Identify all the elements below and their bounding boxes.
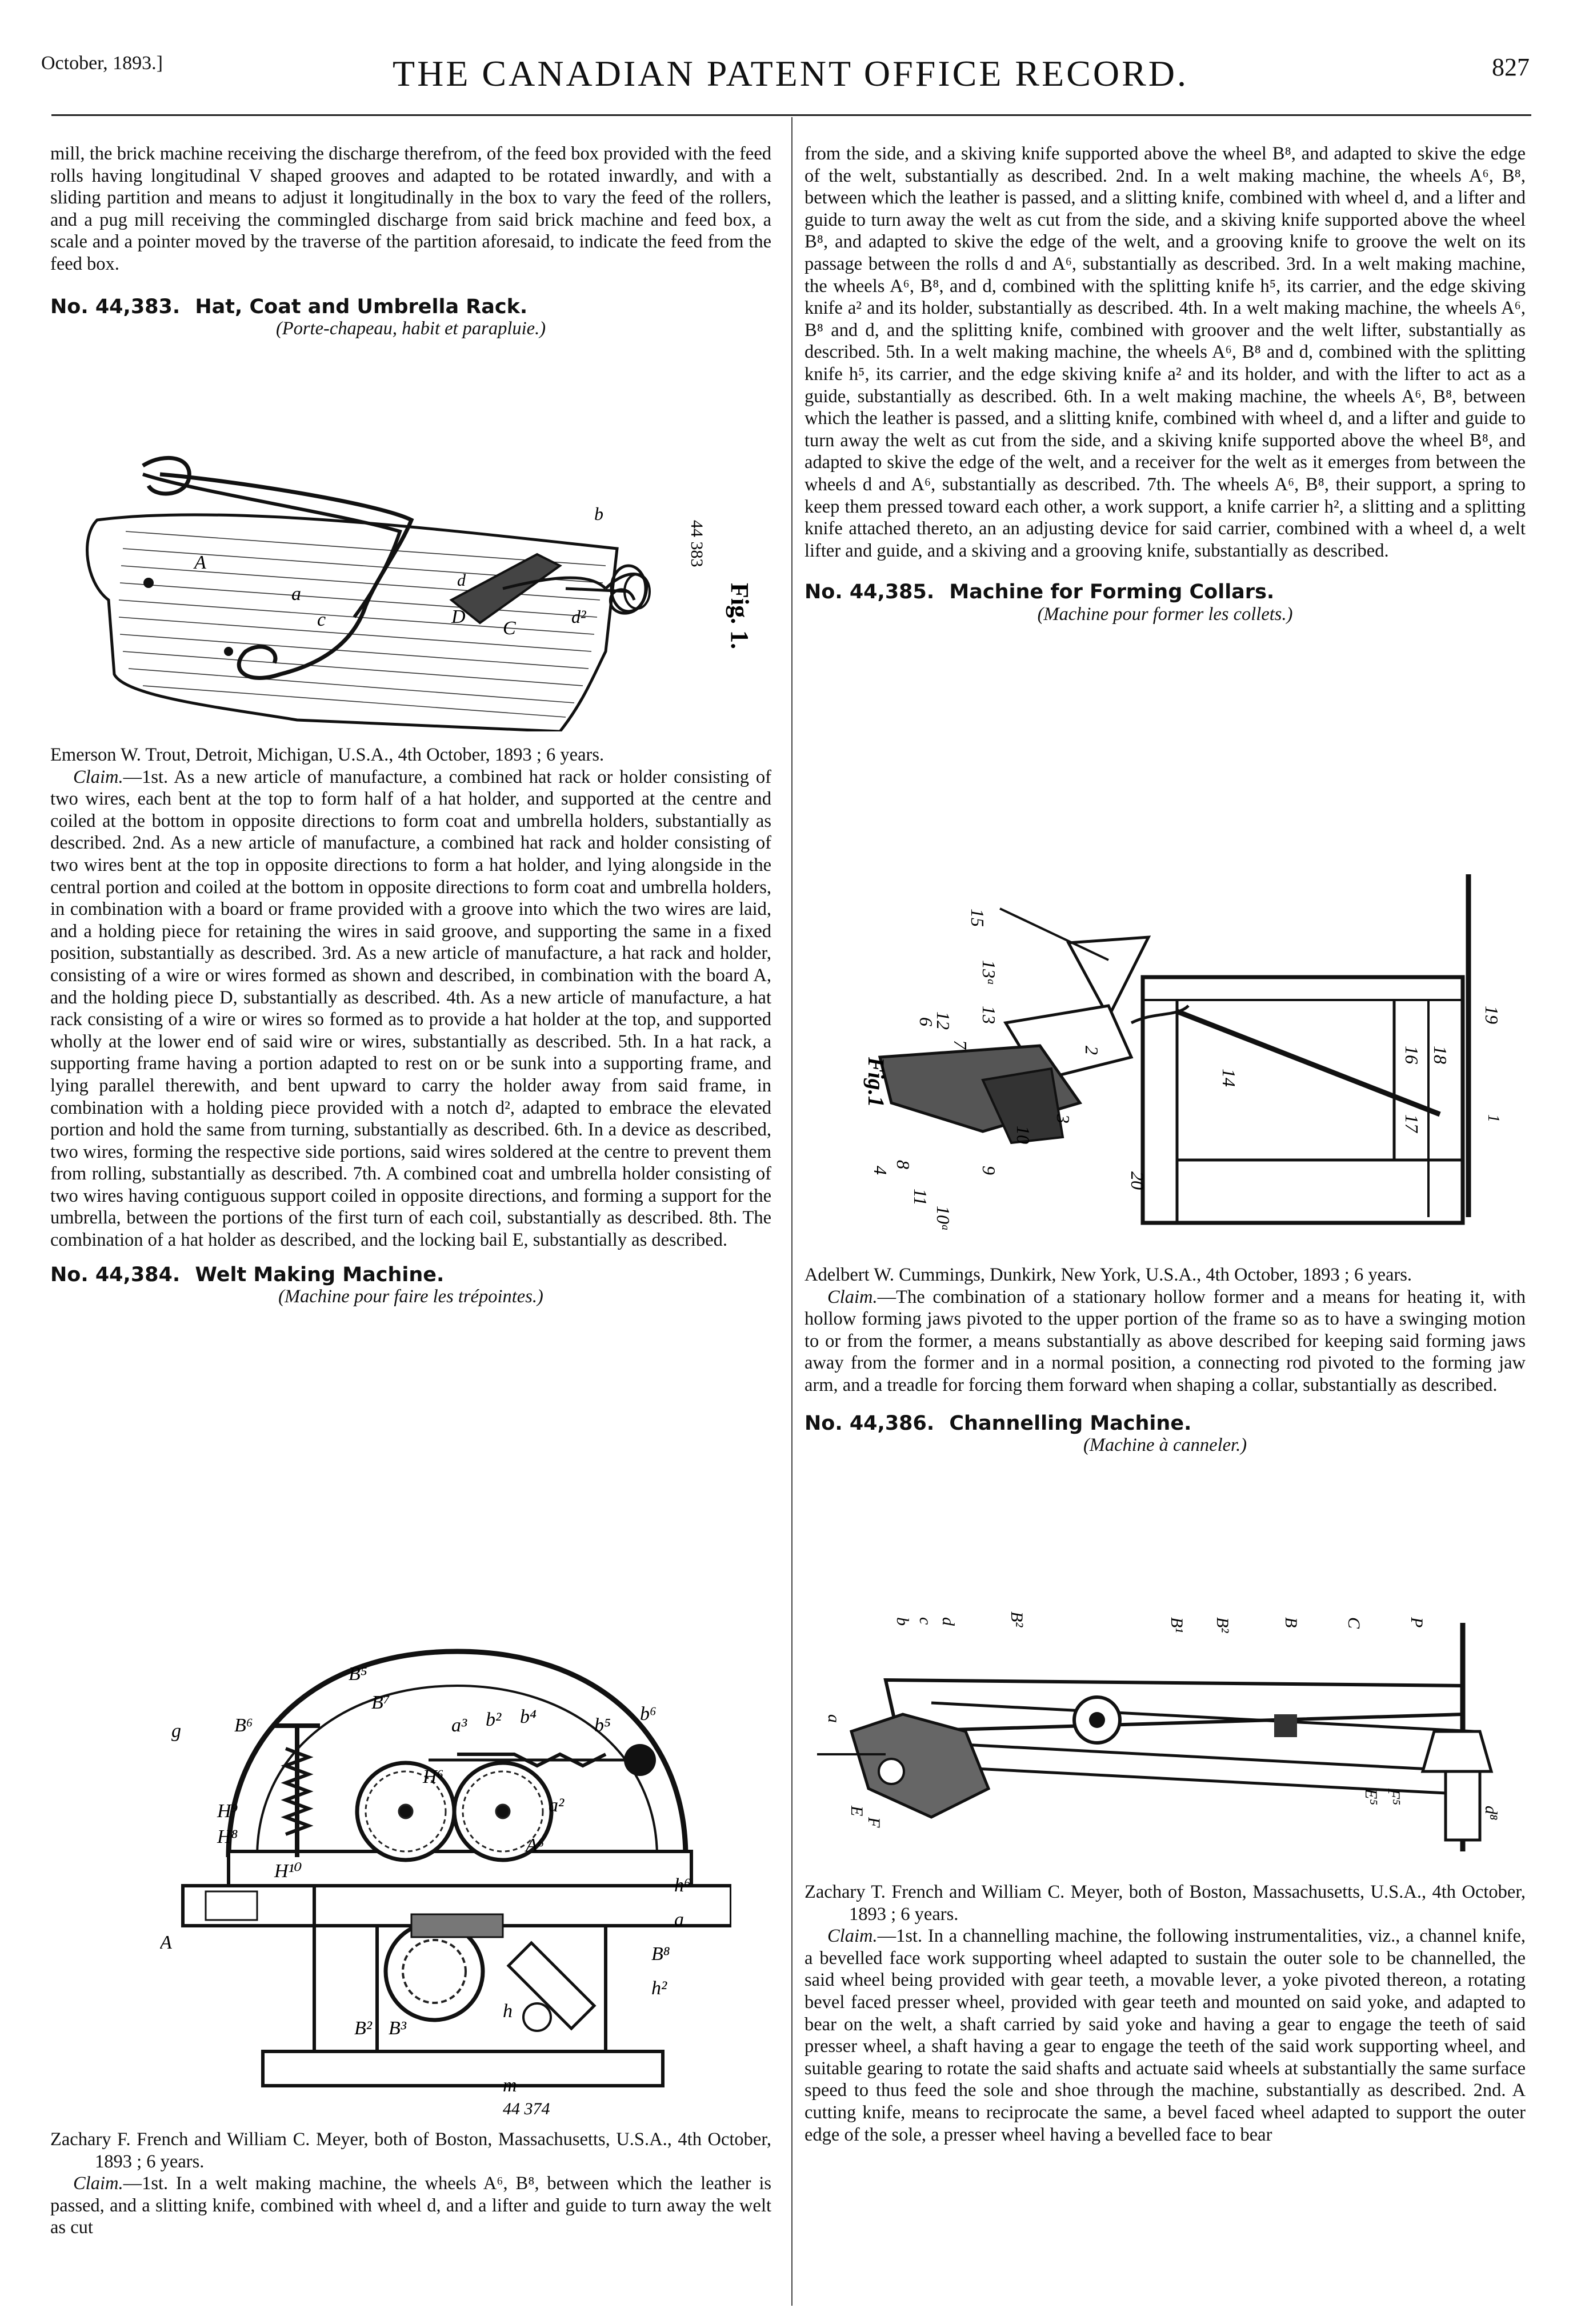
inventor-line: Emerson W. Trout, Detroit, Michigan, U.S.A., 4th October, 1893 ; 6 years. [50,745,605,765]
fig-label-12: 10ᵃ [933,1206,954,1231]
fig-label-20: B² [354,2018,372,2039]
fig-label-14: d [939,1617,958,1626]
fig-label-2: 13ᵃ [979,960,999,986]
fig-caption: Fig. 1. [726,583,754,650]
fig-label-21: B³ [389,2018,406,2039]
fig-label-15: h⁶ [674,1875,691,1896]
fig-label-b: a [291,583,301,605]
fig-label-11: H⁹ [217,1801,238,1822]
patent-french-title: (Machine à canneler.) [1083,1435,1247,1456]
fig-label-1: B² [1007,1611,1026,1627]
fig-caption: Fig.1 [863,1057,889,1107]
right-col-text-2 [804,1264,1526,1457]
fig-label-9: 4 [870,1166,891,1175]
fig-serial: 44 383 [687,520,706,567]
fig-label-9: E [847,1806,866,1817]
fig-label-12: b [893,1617,912,1626]
fig-label-1: 15 [967,909,988,927]
publication-title: THE CANADIAN PATENT OFFICE RECORD. [393,53,1188,94]
patent-title: Channelling Machine. [949,1411,1192,1435]
issue-date: October, 1893.] [41,53,163,74]
left-col-text-1 [50,143,771,340]
patent-heading-44383 [50,296,771,318]
patent-number: No. 44,386. [804,1411,935,1435]
fig-label-f: d [457,571,466,590]
claim-body: —1st. As a new article of manufacture, a combined hat rack or holder consisting of two wires, each bent at the top to form half of a hat holder, and supported at the centre and coiled at the bottom in opposite directions to form coat and umbrella holders, substantially as described. 2nd. As a new article of manufacture, a combined hat rack and holder consisting of two wires bent at the top in opposite directions to form a hat holder, and lying alongside in the central portion and coiled at the bottom in opposite directions to form coat and umbrella holders, in combination with a board or frame provided with a groove into which the two wires are laid, and a holding piece for retaining the wires in said groove, and supporting the same in a fixed position, substantially as described. 3rd. As a new article of manufacture, a hat rack and holder, consisting of a wire or wires formed as shown and described, in combination with the board A, and the holding piece D, substantially as described. 4th. As a new article of manufacture, a hat rack consisting of a wire or wires so formed as to provide a hat holder at the top, and supported wholly at the lower end of said wire or wires, substantially as described. 5th. In a hat rack, a supporting frame having a portion adapted to rest on or be sunk into a supporting frame, and lying parallel therewith, and bent upward to carry the holder away from said frame, in combination with a holding piece provided with a notch d², adapted to embrace the elevated portion and hold the same from turning, substantially as described. 6th. In a device as described, two wires, forming the respective side portions, said wires soldered at the centre to prevent them from rolling, substantially as described. 7th. A combined coat and umbrella holder consisting of two wires having contiguous support coiled in opposite directions, and forming a support for the umbrella, between the portions of the first turn of each coil, substantially as described. 8th. The combination of a hat holder as described, and the locking bail E, substantially as described. [50,766,771,1251]
header-rule [51,114,1531,116]
fig-label-6: b⁴ [520,1706,537,1727]
figure-collar-machine [811,874,1526,1246]
claim-body: —1st. In a welt making machine, the wheels A⁶, B⁸, between which the leather is passed, and a slitting knife, combined with wheel d, and a lifter and guide to turn away the welt as cut [50,2173,771,2238]
fig-label-14: A⁶ [526,1835,545,1856]
fig-label-6: B² [1213,1617,1232,1633]
patent-french-title: (Machine pour former les collets.) [1037,603,1293,625]
fig-label-16: 16 [1402,1046,1422,1064]
fig-label-13: c [916,1617,935,1625]
fig-label-12: H⁸ [217,1826,238,1847]
fig-label-d: D [451,606,466,627]
fig-label-17: a [674,1909,684,1930]
patent-french-title: (Porte-chapeau, habit et parapluie.) [275,318,546,339]
right-col-text-1 [804,143,1526,625]
fig-label-6: 7 [950,1040,971,1049]
fig-label-3: 13 [979,1006,999,1024]
fig-label-c: c [317,609,326,630]
fig-label-17: 17 [1402,1114,1422,1133]
fig-label-9: g [171,1721,181,1742]
left-col-text-2 [50,744,771,1308]
claim-label: Claim. [73,766,123,787]
fig-label-18: 18 [1430,1046,1451,1064]
page-number: 827 [1492,53,1530,81]
figure-welt-machine [160,1617,731,2120]
fig-label-20: 20 [1127,1171,1148,1190]
claim-text [804,1286,1526,1397]
figure-channelling-machine [817,1600,1526,1869]
fig-label-10: H⁶ [423,1766,444,1787]
figure-hat-rack [57,434,771,731]
patent-heading-44384 [50,1264,771,1286]
claim-body: —1st. In a channelling machine, the following instrumentalities, viz., a channel knife, a bevelled face work supporting wheel adapted to sustain the outer sole to be channelled, the said wheel being provided with gear teeth, a movable lever, a yoke pivoted thereon, a rotating bevel faced presser wheel, provided with gear teeth and mounted on said yoke, and adapted to bear on the welt, a shaft carried by said yoke and having a gear to engage the teeth of said presser wheel, a shaft having a gear to engage the teeth of the said work supporting wheel, and suitable gearing to rotate the said shafts and actuate said wheels at substantially the same surface speed to thus feed the sole and shoe through the machine, substantially as described. 2nd. A cutting knife, means to reciprocate the same, a bevel faced wheel adapted to support the outer edge of the sole, a presser wheel having a bevelled face to bear [804,1926,1526,2145]
fig-label-16: a² [549,1795,565,1816]
patent-number: No. 44,384. [50,1263,181,1286]
claim-body: —The combination of a stationary hollow former and a means for heating it, with hollow forming jaws pivoted to the upper portion of the frame so as to have a swinging motion to or from the former, a means substantially as above described for keeping said forming jaws away from the former and in a normal position, a connecting rod pivoted to the forming jaw arm, and a treadle for forcing them forward when shaping a collar, substantially as described. [804,1286,1526,1395]
fig-label-1: B⁵ [349,1663,367,1685]
claim-label: Claim. [827,1286,878,1307]
fig-label-13: 9 [979,1166,999,1175]
claim-label: Claim. [73,2173,123,2194]
fig-serial: 1 [1484,1114,1502,1122]
fig-label-23: h² [651,1978,667,1999]
fig-label-h: d² [571,606,586,627]
fig-label-3: B [1282,1617,1300,1628]
fig-label-7: b⁵ [594,1715,611,1736]
patent-number: No. 44,385. [804,581,935,604]
continuation-text: from the side, and a skiving knife supported above the wheel B⁸, and adapted to skive the edge of the welt, substantially as described. 2nd. In a welt making machine, the wheels A⁶, B⁸, between which the leather is passed, and a slitting knife, combined with wheel d, and a lifter and guide to turn away the welt as cut from the side, and a skiving knife supported above the wheel B⁸, and adapted to skive the edge of the welt, and a grooving knife to groove the welt on its passage between the rolls d and A⁶, substantially as described. 3rd. In a welt making machine, the wheels A⁶, B⁸, and d, combined with the splitting knife h⁵, its carrier, and the edge skiving knife a² and its holder, substantially as described. 4th. In a welt making machine, the wheels A⁶, B⁸ and d, and the splitting knife, combined with groover and the welt lifter, substantially as described. 5th. In a welt making machine, the wheels A⁶, B⁸ and d, combined with the splitting knife h⁵, its carrier, and the edge skiving knife a² and its holder, and with the lifter to act as a guide, substantially as described. 6th. In a welt making machine, the wheels A⁶, B⁸, between which the leather is passed, and a slitting knife, combined with wheel d, and a lifter and guide to turn away the welt as cut from the side, and a skiving knife supported above the wheel B⁸, and adapted to skive the edge of the welt, and a receiver for the welt as it emerges from between the wheels d and A⁶, substantially as described. 7th. The wheels A⁶, B⁸, their support, a spring to keep them pressed toward each other, a work support, a knife carrier h², a slitting and a splitting knife attached thereto, an an adjusting device for said carrier, combined with a wheel d, a welt lifter and guide, and a skiving and a grooving knife, substantially as described. [804,143,1526,561]
fig-label-15: 14 [1219,1069,1239,1087]
fig-label-19: B⁸ [651,1943,670,1965]
fig-label-8: 2 [1082,1046,1102,1055]
patent-title: Hat, Coat and Umbrella Rack. [195,295,528,318]
fig-label-22: h [503,2001,513,2022]
fig-label-18: A [160,1932,172,1953]
fig-label-24: m [503,2075,517,2096]
column-divider [791,117,792,2306]
fig-label-14: 10 [1013,1126,1034,1144]
fig-label-8: b⁶ [640,1703,657,1725]
fig-label-4: 12 [933,1011,954,1030]
fig-label-2: B⁷ [371,1692,390,1713]
fig-label-5: b² [486,1709,502,1730]
fig-label-7: 3 [1053,1114,1074,1123]
patent-heading-44386 [804,1413,1526,1435]
continuation-text: mill, the brick machine receiving the discharge therefrom, of the feed box provided with the feed rolls having longitudinal V shaped grooves and adapted to be rotated inwardly, and with a sliding partition and means to adjust it longitudinally in the box to vary the feed of the rollers, and a pug mill receiving the commingled discharge from said brick machine and feed box, a scale and a pointer moved by the traverse of the partition aforesaid, to indicate the feed from the feed box. [50,143,771,274]
left-col-text-3 [50,2129,771,2239]
fig-label-3: B⁶ [234,1715,253,1736]
claim-text [804,1925,1526,2146]
fig-label-a: A [194,552,206,573]
fig-label-15: d⁸ [1482,1806,1500,1821]
fig-label-7: E⁵ [1362,1789,1380,1805]
fig-label-11: a [824,1714,843,1723]
right-col-text-3 [804,1881,1526,2146]
fig-label-10: F [864,1817,883,1828]
patent-title: Welt Making Machine. [195,1263,445,1286]
fig-serial: 44 374 [503,2099,550,2118]
fig-label-5: 6 [916,1017,936,1026]
fig-label-13: H¹⁰ [274,1861,302,1882]
inventor-line: Zachary F. French and William C. Meyer, both of Boston, Massachusetts, U.S.A., 4th October, 1893 ; 6 years. [50,2129,771,2172]
claim-text [50,2173,771,2239]
fig-label-2: B¹ [1167,1617,1186,1633]
patent-number: No. 44,383. [50,295,181,318]
patent-title: Machine for Forming Collars. [949,581,1275,604]
fig-label-5: P [1407,1617,1426,1628]
fig-label-e: C [503,618,516,639]
fig-label-11: 11 [910,1189,931,1206]
patent-french-title: (Machine pour faire les trépointes.) [278,1286,543,1307]
fig-label-19: 19 [1482,1006,1502,1024]
fig-label-10: 8 [893,1160,914,1169]
fig-label-4: C [1344,1617,1363,1629]
fig-label-8: F⁵ [1384,1789,1403,1805]
fig-label-4: a³ [451,1715,467,1736]
patent-heading-44385 [804,581,1526,603]
inventor-line: Adelbert W. Cummings, Dunkirk, New York, U.S.A., 4th October, 1893 ; 6 years. [804,1265,1412,1285]
fig-label-g: b [594,503,603,524]
inventor-line: Zachary T. French and William C. Meyer, both of Boston, Massachusetts, U.S.A., 4th October, 1893 ; 6 years. [804,1882,1526,1925]
claim-text [50,766,771,1251]
claim-label: Claim. [827,1926,878,1947]
